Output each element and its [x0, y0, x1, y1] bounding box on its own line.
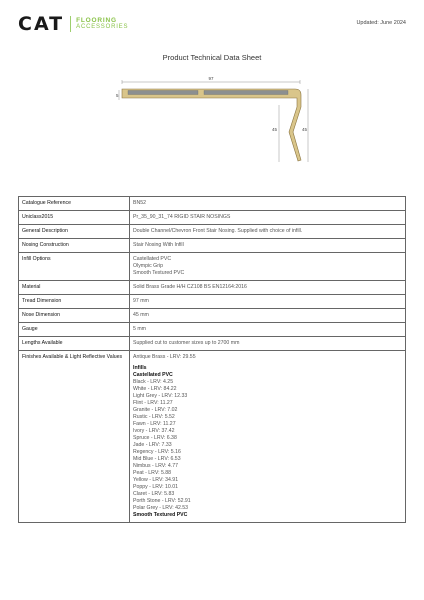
infill-color-item: Yellow - LRV: 34.91 — [133, 477, 179, 483]
infill-color-item: Polar Grey - LRV: 42.53 — [133, 505, 189, 511]
infill-strip-1 — [128, 91, 198, 95]
infill-color-item: Porth Stone - LRV: 52.91 — [133, 498, 191, 504]
spec-key: Tread Dimension — [19, 295, 130, 309]
nosing-profile-drawing — [112, 72, 312, 172]
infill-color-item: Claret - LRV: 5.83 — [133, 491, 175, 497]
infill-color-item: Black - LRV: 4.25 — [133, 379, 174, 385]
spec-value: Double Channel/Chevron Front Stair Nosing. Supplied with choice of infill. — [130, 225, 406, 239]
spec-value-line: Castellated PVC — [133, 256, 172, 262]
finishes-value — [130, 351, 406, 523]
spec-key: Infill Options — [19, 253, 130, 281]
infill-color-item: Ivory - LRV: 37.42 — [133, 428, 175, 434]
spec-table — [18, 196, 406, 523]
width-dimension-label: 97 — [208, 76, 214, 81]
spec-value: 5 mm — [130, 323, 406, 337]
brass-body-profile — [122, 89, 301, 161]
antique-brass-lrv: Antique Brass - LRV: 29.55 — [133, 354, 196, 360]
spec-value: BN52 — [130, 197, 406, 211]
infill-color-item: Peat - LRV: 5.88 — [133, 470, 172, 476]
infill-color-item: Poppy - LRV: 10.01 — [133, 484, 178, 490]
cat-logo — [18, 14, 128, 34]
logo-subtitle-line-1: FLOORING — [76, 17, 117, 24]
spec-key: Nose Dimension — [19, 309, 130, 323]
spec-row — [19, 337, 406, 351]
nose-dimension-label-inner: 45 — [272, 127, 278, 132]
spec-row — [19, 281, 406, 295]
spec-key: Uniclass2015 — [19, 211, 130, 225]
infill-color-item: Mid Blue - LRV: 6.53 — [133, 456, 181, 462]
spec-row — [19, 197, 406, 211]
finishes-key: Finishes Available & Light Reflective Values — [19, 351, 130, 523]
infill-strip-2 — [204, 91, 288, 95]
infill-color-item: Spruce - LRV: 6.38 — [133, 435, 177, 441]
spec-value: Stair Nosing With Infill — [130, 239, 406, 253]
spec-row — [19, 225, 406, 239]
nose-dimension-label-outer: 45 — [302, 127, 308, 132]
infill-color-item: Regency - LRV: 5.16 — [133, 449, 181, 455]
spec-value: 45 mm — [130, 309, 406, 323]
spec-value: Solid Brass Grade H/H CZ108 BS EN12164:2016 — [130, 281, 406, 295]
spec-row — [19, 211, 406, 225]
infill-color-item: White - LRV: 84.22 — [133, 386, 177, 392]
castellated-heading: Castellated PVC — [133, 372, 173, 378]
page-title: Product Technical Data Sheet — [162, 53, 262, 62]
infill-color-item: Nimbus - LRV: 4.77 — [133, 463, 178, 469]
infill-color-item: Light Grey - LRV: 12.33 — [133, 393, 188, 399]
smooth-textured-heading: Smooth Textured PVC — [133, 512, 188, 518]
logo-wordmark: CAT — [18, 13, 65, 35]
infill-color-item: Jade - LRV: 7.33 — [133, 442, 172, 448]
spec-key: Catalogue Reference — [19, 197, 130, 211]
spec-value-line: Olympic Grip — [133, 263, 163, 269]
infills-heading: Infills — [133, 365, 147, 371]
spec-key: Material — [19, 281, 130, 295]
spec-value: Supplied cut to customer sizes up to 2700 mm — [130, 337, 406, 351]
finishes-row — [19, 351, 406, 523]
spec-key: Nosing Construction — [19, 239, 130, 253]
infill-color-item: Flint - LRV: 11.27 — [133, 400, 173, 406]
updated-date: Updated: June 2024 — [356, 20, 406, 26]
spec-row — [19, 295, 406, 309]
infill-color-item: Rustic - LRV: 5.52 — [133, 414, 175, 420]
infill-color-item: Fawn - LRV: 11.27 — [133, 421, 176, 427]
spec-value: 97 mm — [130, 295, 406, 309]
spec-key: Lengths Available — [19, 337, 130, 351]
logo-subtitle-line-2: ACCESSORIES — [76, 24, 129, 30]
spec-key: Gauge — [19, 323, 130, 337]
spec-value-line: Smooth Textured PVC — [133, 270, 185, 276]
page-header — [18, 14, 408, 38]
spec-row — [19, 323, 406, 337]
spec-row — [19, 239, 406, 253]
logo-divider — [70, 16, 71, 32]
infill-color-item: Granite - LRV: 7.02 — [133, 407, 178, 413]
spec-value: Pr_35_90_31_74 RIGID STAIR NOSINGS — [130, 211, 406, 225]
spec-value — [130, 253, 406, 281]
thickness-dimension-label: 5 — [116, 93, 119, 98]
logo-subtitle — [76, 17, 128, 31]
spec-key: General Description — [19, 225, 130, 239]
spec-row — [19, 309, 406, 323]
spec-row — [19, 253, 406, 281]
